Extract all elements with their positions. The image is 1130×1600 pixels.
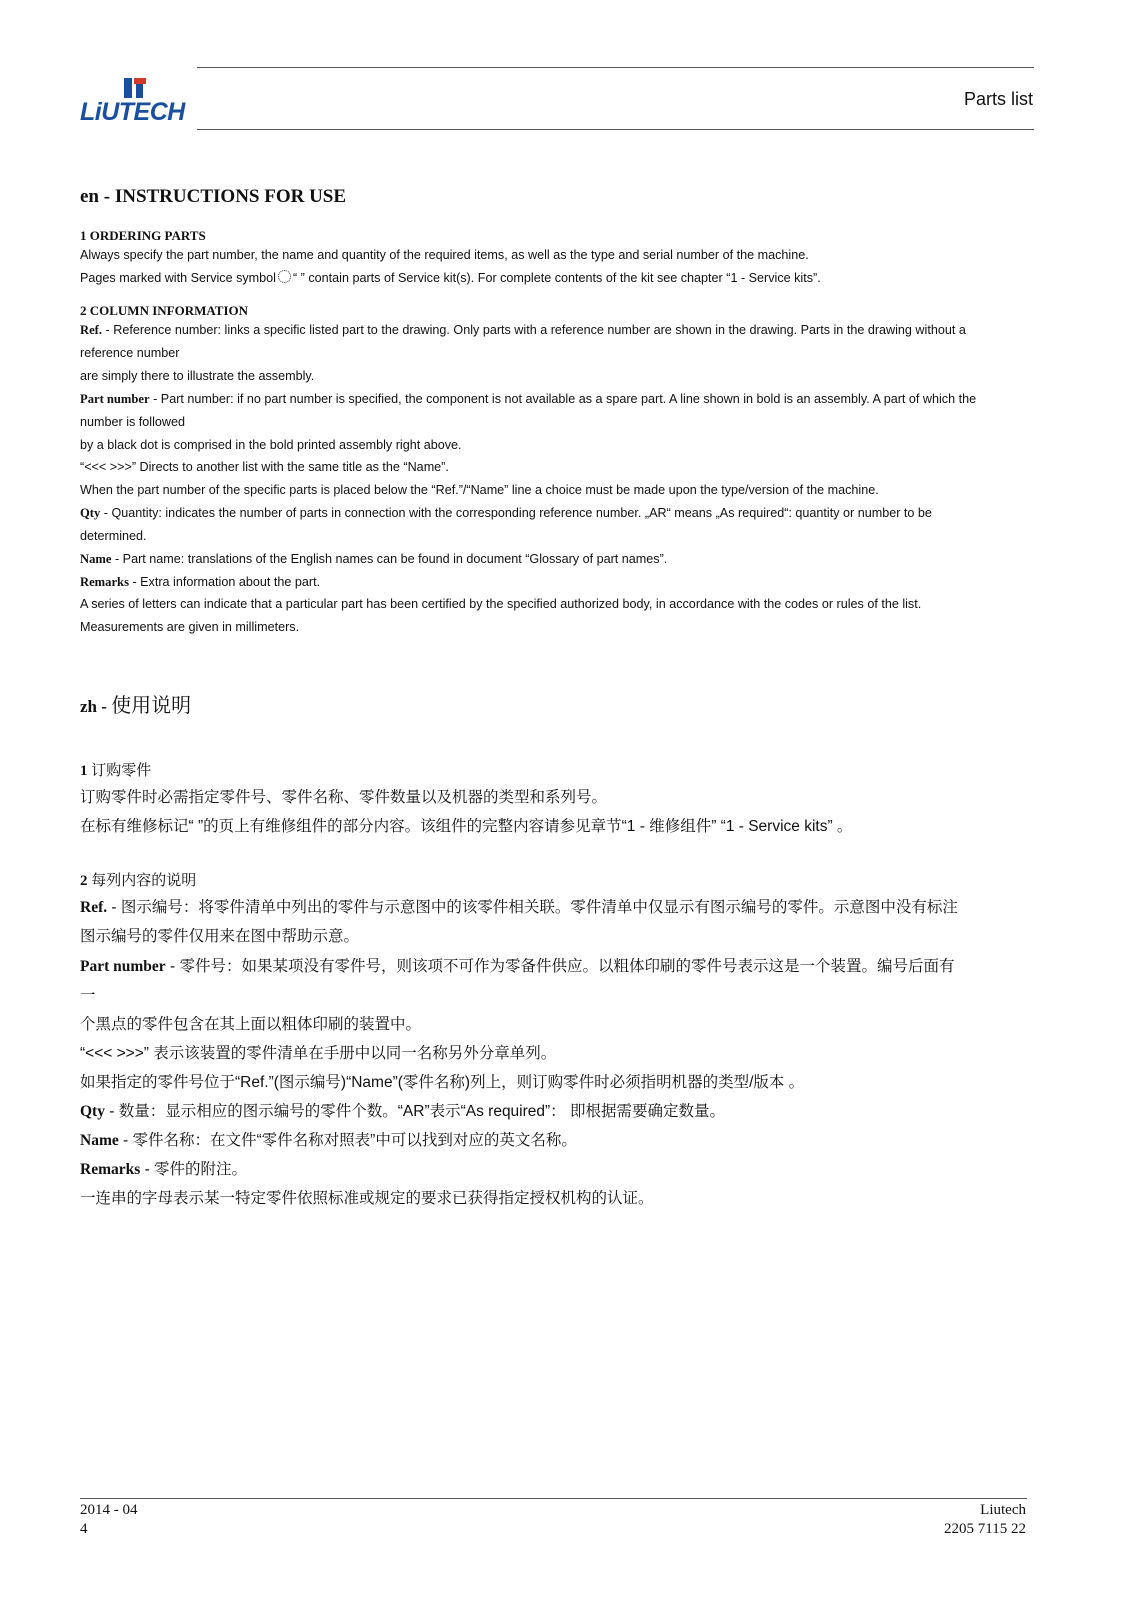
zh-ref-term: Ref. bbox=[80, 899, 108, 916]
en-series-line: A series of letters can indicate that a particular part has been certified by the specified authorized body, in accordance with the codes or rules of the list. bbox=[80, 597, 922, 611]
zh-name-line bbox=[80, 1131, 1040, 1151]
en-pn-text-1: - Part number: if no part number is specified, the component is not available as a spare part. A line shown in bold is an assembly. A part of which the bbox=[149, 392, 977, 406]
en-ref-term: Ref. bbox=[80, 323, 103, 337]
footer-rule bbox=[80, 1498, 1027, 1499]
logo-text: LiUTECH bbox=[80, 98, 185, 126]
header-bottom-rule bbox=[197, 129, 1034, 130]
zh-ref-line-1 bbox=[80, 898, 1040, 918]
zh-qty-text: - 数量：显示相应的图示编号的零件个数。“AR”表示“As required”： 即根据需要确定数量。 bbox=[104, 1103, 725, 1120]
en-qty-term: Qty bbox=[80, 506, 101, 520]
zh-ordering-line-1: 订购零件时必需指定零件号、零件名称、零件数量以及机器的类型和系列号。 bbox=[80, 789, 608, 806]
zh-heading bbox=[80, 689, 191, 718]
service-gear-icon bbox=[278, 270, 291, 283]
en-name-text: - Part name: translations of the English names can be found in document “Glossary of part names”. bbox=[111, 552, 668, 566]
en-heading: en - INSTRUCTIONS FOR USE bbox=[80, 186, 347, 207]
zh-pn-line-1 bbox=[80, 957, 1040, 977]
zh-ordering-line-2: 在标有维修标记“ ”的页上有维修组件的部分内容。该组件的完整内容请参见章节“1 - 维修组件” “1 - Service kits” 。 bbox=[80, 818, 853, 835]
zh-columns-title-text: 每列内容的说明 bbox=[91, 872, 197, 889]
zh-pn-line-2: 一 bbox=[80, 987, 96, 1004]
zh-when-line: 如果指定的零件号位于“Ref.”(图示编号)“Name”(零件名称)列上，则订购零件时必须指明机器的类型/版本 。 bbox=[80, 1074, 805, 1091]
en-ref-line-2: reference number bbox=[80, 346, 180, 360]
en-qty-line-1 bbox=[80, 505, 1040, 521]
en-ordering-title: 1 ORDERING PARTS bbox=[80, 228, 206, 243]
footer-company: Liutech bbox=[980, 1502, 1026, 1518]
en-name-term: Name bbox=[80, 552, 112, 566]
en-ordering-line-2b: “ ” contain parts of Service kit(s). For complete contents of the kit see chapter “1 - Service kits”. bbox=[292, 271, 821, 285]
en-measure-line: Measurements are given in millimeters. bbox=[80, 620, 300, 634]
en-ordering-line-2a: Pages marked with Service symbol bbox=[80, 271, 276, 285]
en-when-line: When the part number of the specific parts is placed below the “Ref.”/“Name” line a choice must be made upon the type/version of the machine. bbox=[80, 483, 879, 497]
footer-date: 2014 - 04 bbox=[80, 1502, 138, 1518]
en-ref-line-1 bbox=[80, 322, 1040, 338]
footer-page-number: 4 bbox=[80, 1521, 88, 1537]
zh-remarks-line bbox=[80, 1160, 1040, 1180]
header-top-rule bbox=[197, 67, 1034, 68]
zh-ref-text-1: - 图示编号：将零件清单中列出的零件与示意图中的该零件相关联。零件清单中仅显示有图示编号的零件。示意图中没有标注 bbox=[107, 899, 958, 916]
zh-qty-line bbox=[80, 1102, 1040, 1122]
company-logo bbox=[80, 76, 190, 124]
en-pn-line-1 bbox=[80, 391, 1040, 407]
zh-qty-term: Qty bbox=[80, 1103, 105, 1120]
en-remarks-term: Remarks bbox=[80, 575, 129, 589]
zh-ref-line-2: 图示编号的零件仅用来在图中帮助示意。 bbox=[80, 928, 360, 945]
en-remarks-text: - Extra information about the part. bbox=[128, 575, 321, 589]
zh-directs-line: “<<< >>>” 表示该装置的零件清单在手册中以同一名称另外分章单列。 bbox=[80, 1045, 557, 1062]
en-qty-text-1: - Quantity: indicates the number of parts in connection with the corresponding reference number. „AR“ means „As required“: quantity or number to be bbox=[100, 506, 932, 520]
zh-pn-term: Part number bbox=[80, 958, 166, 975]
en-name-line bbox=[80, 551, 1040, 567]
en-remarks-line bbox=[80, 574, 1040, 590]
en-pn-line-2: number is followed bbox=[80, 415, 185, 429]
zh-pn-text-1: - 零件号：如果某项没有零件号，则该项不可作为零备件供应。以粗体印刷的零件号表示这是一个装置。编号后面有 bbox=[165, 958, 955, 975]
en-pn-line-3: by a black dot is comprised in the bold printed assembly right above. bbox=[80, 438, 462, 452]
zh-series-line: 一连串的字母表示某一特定零件依照标准或规定的要求已获得指定授权机构的认证。 bbox=[80, 1190, 654, 1207]
zh-pn-line-3: 个黑点的零件包含在其上面以粗体印刷的装置中。 bbox=[80, 1016, 422, 1033]
zh-ordering-title-text: 订购零件 bbox=[91, 762, 152, 779]
zh-ordering-title bbox=[80, 759, 151, 780]
en-directs-line: “<<< >>>” Directs to another list with the same title as the “Name”. bbox=[80, 460, 449, 474]
zh-remarks-text: - 零件的附注。 bbox=[140, 1161, 248, 1178]
en-pn-term: Part number bbox=[80, 392, 150, 406]
en-ordering-line-1: Always specify the part number, the name and quantity of the required items, as well as the type and serial number of the machine. bbox=[80, 248, 809, 262]
en-columns-title: 2 COLUMN INFORMATION bbox=[80, 303, 249, 318]
zh-columns-title bbox=[80, 869, 196, 890]
zh-remarks-term: Remarks bbox=[80, 1161, 141, 1178]
en-ref-text-1: - Reference number: links a specific listed part to the drawing. Only parts with a reference number are shown in the drawing. Parts in the drawing without a bbox=[102, 323, 966, 337]
logo-mark-icon bbox=[122, 76, 148, 98]
zh-heading-code: zh - bbox=[80, 697, 112, 716]
zh-ordering-num: 1 bbox=[80, 763, 92, 779]
page-title: Parts list bbox=[963, 89, 1033, 109]
zh-columns-num: 2 bbox=[80, 873, 92, 889]
zh-heading-text: 使用说明 bbox=[111, 695, 192, 717]
zh-name-term: Name bbox=[80, 1132, 119, 1149]
footer-doc-number: 2205 7115 22 bbox=[944, 1521, 1026, 1537]
en-ordering-line-2 bbox=[80, 270, 1040, 286]
en-ref-line-3: are simply there to illustrate the assembly. bbox=[80, 369, 315, 383]
en-qty-line-2: determined. bbox=[80, 529, 147, 543]
zh-name-text: - 零件名称：在文件“零件名称对照表”中可以找到对应的英文名称。 bbox=[118, 1132, 577, 1149]
